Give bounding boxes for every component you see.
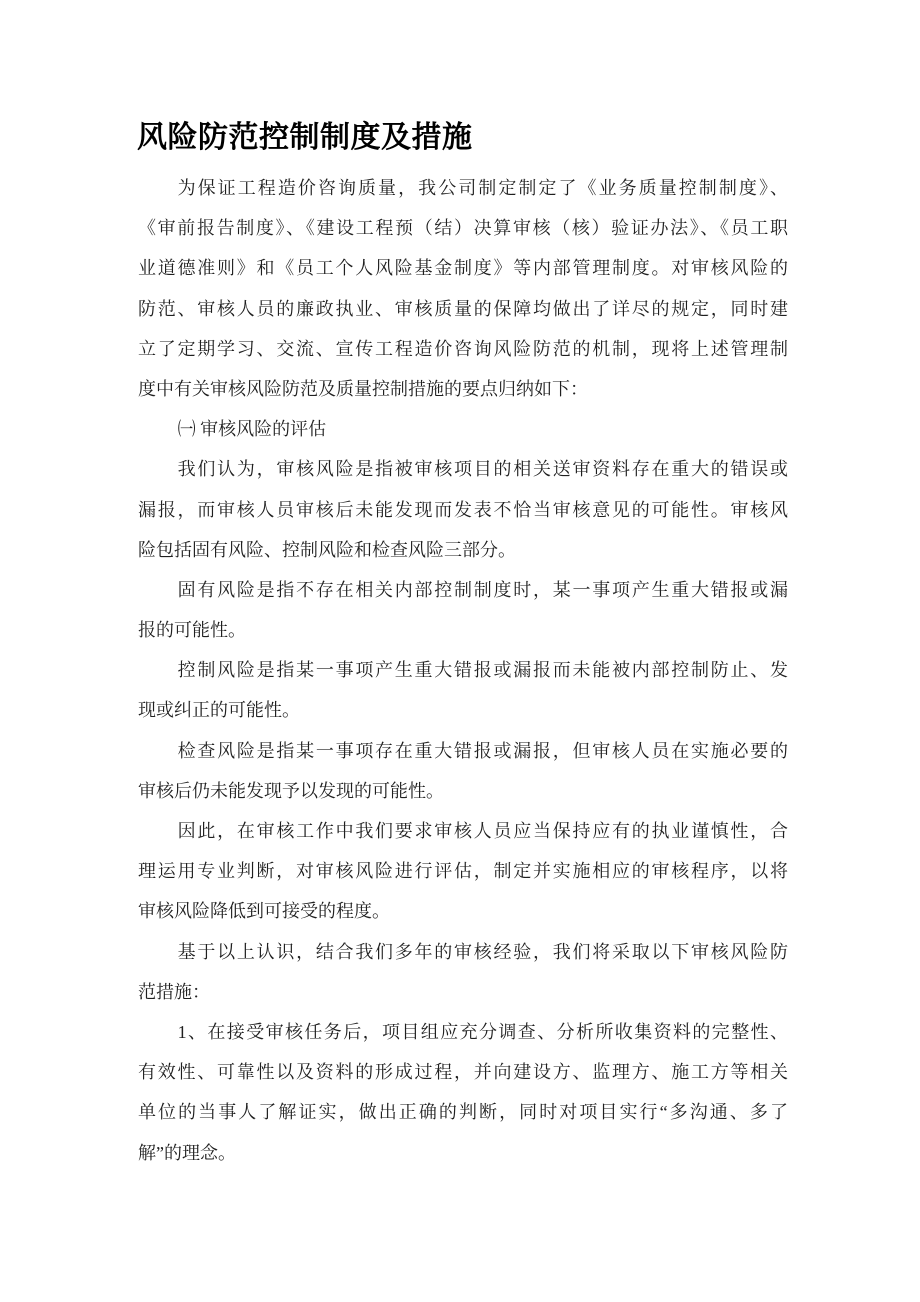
document-title: 风险防范控制制度及措施 [137,121,473,154]
paragraph [138,449,788,570]
paragraph-line: 《审前报告制度》、《建设工程预（结）决算审核（核）验证办法》、《员工职 [138,218,788,239]
paragraph-line: 度中有关审核风险防范及质量控制措施的要点归纳如下： [138,378,588,399]
paragraph-line: 单位的当事人了解证实，做出正确的判断，同时对项目实行“多沟通、多了 [138,1102,788,1123]
paragraph-line: 现或纠正的可能性。 [138,700,300,721]
paragraph-line: 有效性、可靠性以及资料的形成过程，并向建设方、监理方、施工方等相关 [138,1062,788,1083]
paragraph-line: 1、在接受审核任务后，项目组应充分调查、分析所收集资料的完整性、 [177,1021,788,1042]
document-body [138,168,788,1173]
paragraph-line: 基于以上认识，结合我们多年的审核经验，我们将采取以下审核风险防 [177,941,788,962]
paragraph [138,168,788,409]
paragraph-line: 漏报，而审核人员审核后未能发现而发表不恰当审核意见的可能性。审核风 [138,499,788,520]
paragraph-line: 检查风险是指某一事项存在重大错报或漏报，但审核人员在实施必要的 [177,740,788,761]
paragraph-line: 审核风险降低到可接受的程度。 [138,901,390,922]
paragraph-line: 防范、审核人员的廉政执业、审核质量的保障均做出了详尽的规定，同时建 [138,298,788,319]
paragraph-line: 解”的理念。 [138,1142,236,1163]
paragraph-line: 业道德准则》和《员工个人风险基金制度》等内部管理制度。对审核风险的 [138,258,788,279]
paragraph-line: 固有风险是指不存在相关内部控制制度时，某一事项产生重大错报或漏 [177,579,788,600]
paragraph-line: 范措施： [138,981,210,1002]
paragraph-line: 报的可能性。 [138,620,246,641]
paragraph [138,570,788,650]
paragraph-line: 为保证工程造价咨询质量，我公司制定制定了《业务质量控制制度》、 [177,178,788,198]
paragraph-line: 立了定期学习、交流、宣传工程造价咨询风险防范的机制，现将上述管理制 [138,338,788,359]
paragraph [138,1012,788,1173]
paragraph-line: 控制风险是指某一事项产生重大错报或漏报而未能被内部控制防止、发 [177,660,788,681]
section-heading-line: ㈠ 审核风险的评估 [177,419,327,440]
paragraph [138,932,788,1012]
paragraph-line: 我们认为，审核风险是指被审核项目的相关送审资料存在重大的错误或 [177,459,788,480]
section-heading [138,409,788,449]
paragraph-line: 理运用专业判断，对审核风险进行评估，制定并实施相应的审核程序，以将 [138,861,788,882]
paragraph [138,650,788,730]
paragraph-line: 险包括固有风险、控制风险和检查风险三部分。 [138,539,516,560]
paragraph [138,731,788,811]
paragraph [138,811,788,932]
paragraph-line: 审核后仍未能发现予以发现的可能性。 [138,780,444,801]
paragraph-line: 因此，在审核工作中我们要求审核人员应当保持应有的执业谨慎性，合 [177,821,788,841]
